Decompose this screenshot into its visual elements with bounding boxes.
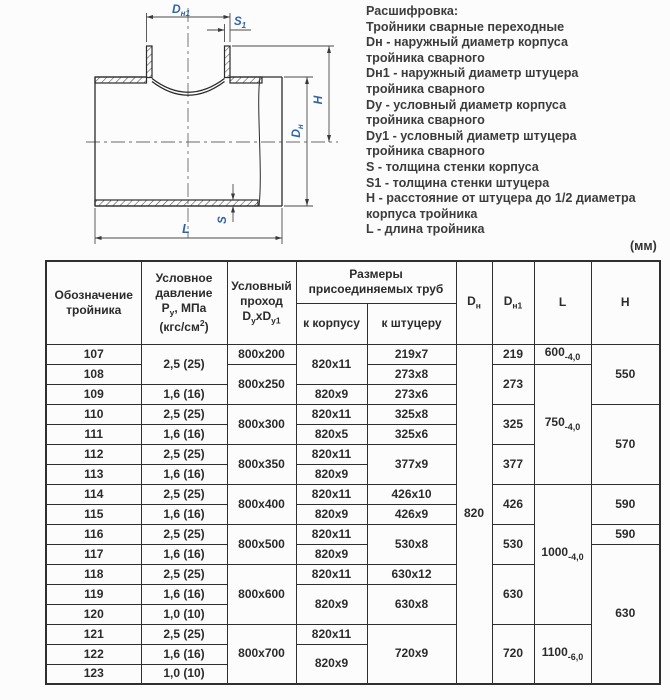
cell-dn1: 219 [492,344,534,364]
cell-pressure: 1,0 (10) [141,664,227,684]
cell-dn1: 720 [492,624,534,684]
legend-line: Dу1 - условный диаметр штуцера [366,128,577,143]
cell-body-pipe: 820x9 [296,504,367,524]
cell-dn1: 426 [492,484,534,524]
cell-h: 590 [591,524,660,544]
legend-line: тройника сварного [366,81,485,96]
cell-body-pipe: 820x9 [296,384,367,404]
table-row [46,344,660,364]
units-label: (мм) [630,239,657,253]
cell-body-pipe: 820x9 [296,584,367,624]
cell-pressure: 1,6 (16) [141,424,227,444]
l-dim-label: L [182,222,190,236]
legend-line: тройника сварного [366,50,485,65]
cell-body-pipe: 820x5 [296,424,367,444]
cell-h: 550 [591,344,660,404]
col-header-dn1: $D_{н1}$ [492,261,534,344]
cell-designation: 121 [46,624,141,644]
h-dim-label: H [311,95,325,105]
legend-line: корпуса тройника [366,206,478,221]
s1-dim-label: $S_1$ [234,16,247,30]
col-header-pipe-sizes: Размеры присоединяемых труб [296,261,456,303]
cell-branch-pipe: 720x9 [367,624,456,684]
col-header-l: L [534,261,591,344]
cell-l: $1100_{-6,0}$ [534,624,591,684]
cell-body-pipe: 820x11 [296,444,367,464]
cell-pressure: 2,5 (25) [141,564,227,584]
cell-pass: 800x400 [227,484,296,524]
col-header-designation: Обозначение тройника [46,261,141,344]
cell-body-pipe: 820x9 [296,644,367,684]
cell-branch-pipe: 377x9 [367,444,456,484]
cell-designation: 118 [46,564,141,584]
legend-line: Dу - условный диаметр корпуса [366,97,567,112]
cell-pressure: 1,6 (16) [141,384,227,404]
cell-branch-pipe: 630x8 [367,584,456,624]
col-header-h: H [591,261,660,344]
cell-pressure: 1,6 (16) [141,464,227,484]
cell-pass: 800x300 [227,404,296,444]
cell-pressure: 1,6 (16) [141,644,227,664]
cell-body-pipe: 820x11 [296,564,367,584]
cell-l: $600_{-4,0}$ [534,344,591,364]
col-header-to-branch: к штуцеру [367,303,456,344]
col-header-dn: $D_н$ [456,261,492,344]
cell-branch-pipe: 426x10 [367,484,456,504]
cell-designation: 120 [46,604,141,624]
cell-designation: 115 [46,504,141,524]
spec-table [45,260,661,685]
legend-title: Расшифровка: [366,4,459,18]
cell-dn1: 530 [492,524,534,564]
cell-pressure: 1,6 (16) [141,544,227,564]
cell-pressure: 1,6 (16) [141,504,227,524]
cell-pressure: 2,5 (25) [141,344,227,384]
cell-designation: 117 [46,544,141,564]
cell-dn1: 273 [492,364,534,404]
cell-designation: 116 [46,524,141,544]
legend [366,4,666,238]
cell-designation: 114 [46,484,141,504]
legend-line: H - расстояние от штуцера до 1/2 диаметра [366,191,636,206]
cell-designation: 109 [46,384,141,404]
cell-designation: 122 [46,644,141,664]
col-header-pressure: Условное давление $P_у$, МПа $(кгс/см^2)$ [141,261,227,344]
cell-pass: 800x350 [227,444,296,484]
pipe-body-outline [95,77,282,206]
dn1-dim-label: $D_{н1}$ [172,2,190,18]
cell-l: $1000_{-4,0}$ [534,484,591,624]
cell-designation: 110 [46,404,141,424]
cell-body-pipe: 820x11 [296,484,367,504]
legend-line: тройника сварного [366,144,485,159]
cell-branch-pipe: 273x6 [367,384,456,404]
cell-pass: 800x700 [227,624,296,684]
cell-dn1: 325 [492,404,534,444]
cell-h: 590 [591,484,660,524]
legend-line: Dн1 - наружный диаметр штуцера [366,66,579,81]
legend-line: Dн - наружный диаметр корпуса [366,35,568,50]
cell-pressure: 2,5 (25) [141,484,227,504]
cell-designation: 112 [46,444,141,464]
cell-body-pipe: 820x11 [296,524,367,544]
cell-pressure: 2,5 (25) [141,444,227,464]
tee-drawing [0,0,360,252]
cell-designation: 111 [46,424,141,444]
cell-pressure: 2,5 (25) [141,524,227,544]
cell-designation: 108 [46,364,141,384]
pipe-body-walls [95,46,262,206]
cell-pass: 800x500 [227,524,296,564]
cell-body-pipe: 820x11 [296,624,367,644]
cell-branch-pipe: 630x12 [367,564,456,584]
cell-branch-pipe: 530x8 [367,524,456,564]
cell-branch-pipe: 325x8 [367,404,456,424]
cell-body-pipe: 820x9 [296,464,367,484]
cell-h: 570 [591,404,660,484]
cell-designation: 119 [46,584,141,604]
cell-dn: 820 [456,344,492,684]
col-header-to-body: к корпусу [296,303,367,344]
cell-l: $750_{-4,0}$ [534,364,591,484]
cell-branch-pipe: 426x9 [367,504,456,524]
cell-branch-pipe: 219x7 [367,344,456,364]
cell-pressure: 2,5 (25) [141,404,227,424]
legend-line: S1 - толщина стенки штуцера [366,175,550,190]
cell-pass: 800x250 [227,364,296,404]
cell-body-pipe: 820x9 [296,544,367,564]
s-dim-label: S [217,216,229,224]
cell-branch-pipe: 273x8 [367,364,456,384]
cell-designation: 113 [46,464,141,484]
cell-pass: 800x200 [227,344,296,364]
header-row-1 [46,261,660,303]
col-header-pass: Условный проход $D_уxD_{у1}$ [227,261,296,344]
legend-line: тройника сварного [366,113,485,128]
cell-pass: 800x600 [227,564,296,624]
cell-designation: 107 [46,344,141,364]
table-row [46,484,660,504]
cell-dn1: 377 [492,444,534,484]
cell-pressure: 2,5 (25) [141,624,227,644]
table-row [46,624,660,644]
cell-dn1: 630 [492,564,534,624]
legend-line: Тройники сварные переходные [366,19,565,34]
dn-dim-label: $D_н$ [289,124,305,138]
cell-branch-pipe: 325x6 [367,424,456,444]
legend-line: S - толщина стенки корпуса [366,159,539,174]
tee-cross-section-svg [0,0,360,252]
cell-pressure: 1,0 (10) [141,604,227,624]
cell-designation: 123 [46,664,141,684]
cell-h: 630 [591,544,660,684]
legend-line: L - длина тройника [366,222,485,237]
cell-pressure: 1,6 (16) [141,584,227,604]
cell-body-pipe: 820x11 [296,344,367,384]
cell-body-pipe: 820x11 [296,404,367,424]
